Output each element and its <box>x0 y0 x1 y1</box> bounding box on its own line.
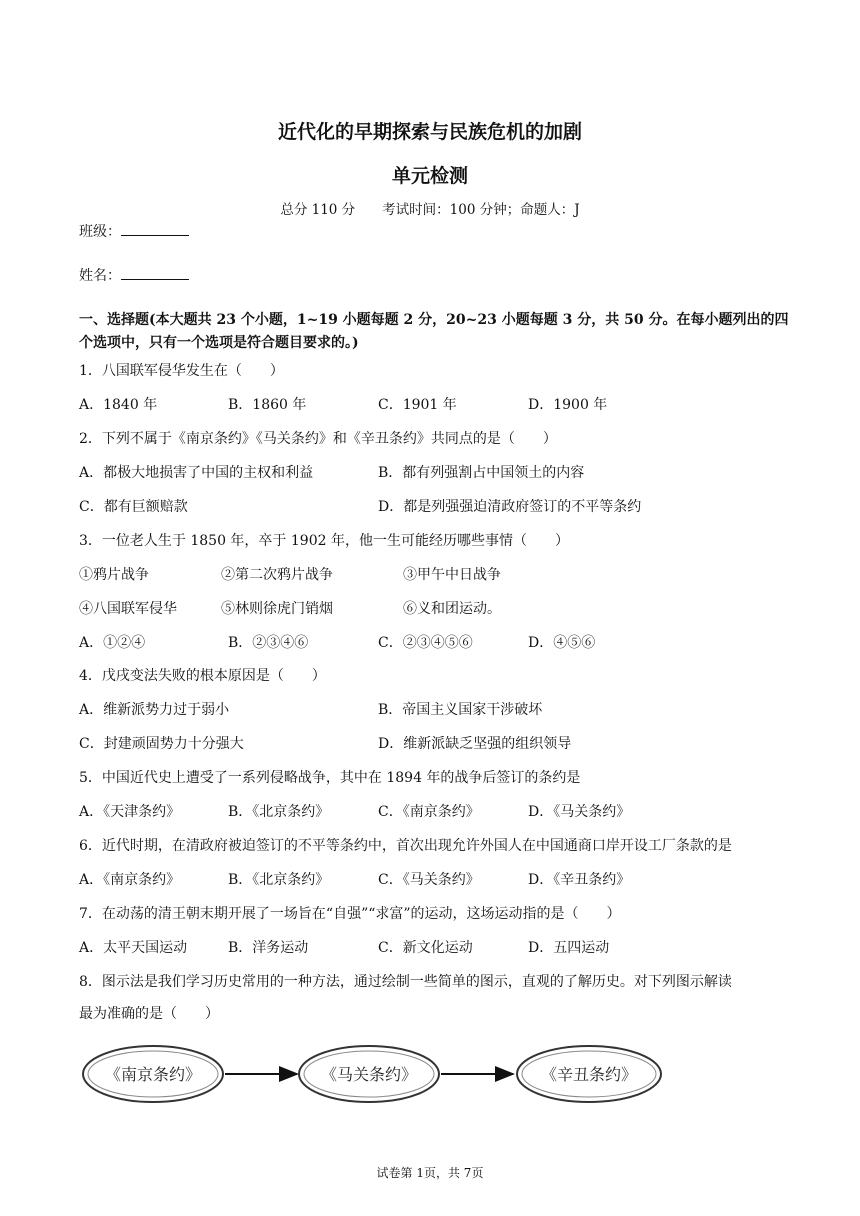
option: C．新文化运动 <box>378 940 473 956</box>
name-label: 姓名： <box>79 268 121 284</box>
question-stem-continued: 最为准确的是（ ） <box>79 1006 219 1022</box>
event-item: ⑤林则徐虎门销烟 <box>221 601 333 617</box>
page-footer: 试卷第 1页，共 7页 <box>376 1166 484 1180</box>
exam-subtitle: 单元检测 <box>391 165 468 187</box>
option: D．都是列强强迫清政府签订的不平等条约 <box>378 499 642 515</box>
treaty-flow-diagram <box>79 1040 679 1110</box>
treaty-label: 《马关条约》 <box>320 1065 418 1084</box>
name-blank <box>121 265 189 280</box>
event-item: ⑥义和团运动。 <box>403 601 501 617</box>
class-field <box>79 221 189 241</box>
question-stem: 1．八国联军侵华发生在（ ） <box>79 363 284 379</box>
event-item: ③甲午中日战争 <box>403 567 501 583</box>
option: C．都有巨额赔款 <box>79 499 188 515</box>
class-label: 班级： <box>79 224 121 240</box>
question-stem: 5．中国近代史上遭受了一系列侵略战争，其中在 1894 年的战争后签订的条约是 <box>79 770 581 786</box>
class-blank <box>121 221 189 236</box>
option: B．②③④⑥ <box>228 635 309 651</box>
treaty-node-xinchou <box>517 1046 661 1102</box>
question-stem: 3．一位老人生于 1850 年，卒于 1902 年，他一生可能经历哪些事情（ ） <box>79 533 569 549</box>
option: A．①②④ <box>79 635 146 651</box>
treaty-node-maguan <box>299 1046 439 1102</box>
option: C．封建顽固势力十分强大 <box>79 736 244 752</box>
option: A．《南京条约》 <box>79 872 181 888</box>
option: C．②③④⑤⑥ <box>378 635 473 651</box>
option: D．1900 年 <box>528 397 608 413</box>
question-stem: 7．在动荡的清王朝末期开展了一场旨在“自强”“求富”的运动，这场运动指的是（ ） <box>79 906 621 922</box>
event-item: ②第二次鸦片战争 <box>221 567 333 583</box>
question-stem: 6．近代时期，在清政府被迫签订的不平等条约中，首次出现允许外国人在中国通商口岸开设工厂条款的是 <box>79 838 732 854</box>
option: B．1860 年 <box>228 397 307 413</box>
option: B．《北京条约》 <box>228 872 330 888</box>
option: C．《马关条约》 <box>378 872 480 888</box>
option: B．帝国主义国家干涉破坏 <box>378 702 543 718</box>
section-heading: 一、选择题(本大题共 23 个小题，1~19 小题每题 2 分，20~23 小题每题 3 分，共 50 分。在每小题列出的四个选项中，只有一个选项是符合题目要求的。) <box>79 312 789 351</box>
exam-meta: 总分 110 分 考试时间：100 分钟；命题人：J <box>280 202 580 218</box>
option: A．都极大地损害了中国的主权和利益 <box>79 465 314 481</box>
option: A．维新派势力过于弱小 <box>79 702 230 718</box>
option: C．1901 年 <box>378 397 457 413</box>
question-stem: 4．戊戌变法失败的根本原因是（ ） <box>79 668 326 684</box>
option: A．1840 年 <box>79 397 158 413</box>
option: D．④⑤⑥ <box>528 635 596 651</box>
treaty-node-nanjing <box>83 1046 223 1102</box>
option: D．五四运动 <box>528 940 610 956</box>
option: D．《马关条约》 <box>528 804 631 820</box>
option: D．维新派缺乏坚强的组织领导 <box>378 736 572 752</box>
option: B．《北京条约》 <box>228 804 330 820</box>
option: B．洋务运动 <box>228 940 309 956</box>
option: D．《辛丑条约》 <box>528 872 631 888</box>
treaty-label: 《辛丑条约》 <box>540 1065 638 1084</box>
option: A．《天津条约》 <box>79 804 181 820</box>
treaty-label: 《南京条约》 <box>104 1065 202 1084</box>
question-stem: 8．图示法是我们学习历史常用的一种方法，通过绘制一些简单的图示，直观的了解历史。对下列图示解读 <box>79 974 732 990</box>
question-stem: 2．下列不属于《南京条约》《马关条约》和《辛丑条约》共同点的是（ ） <box>79 431 557 447</box>
option: A．太平天国运动 <box>79 940 188 956</box>
exam-title: 近代化的早期探索与民族危机的加剧 <box>277 121 582 143</box>
event-item: ④八国联军侵华 <box>79 601 177 617</box>
name-field <box>79 265 189 285</box>
option: C．《南京条约》 <box>378 804 480 820</box>
option: B．都有列强割占中国领土的内容 <box>378 465 585 481</box>
event-item: ①鸦片战争 <box>79 567 149 583</box>
